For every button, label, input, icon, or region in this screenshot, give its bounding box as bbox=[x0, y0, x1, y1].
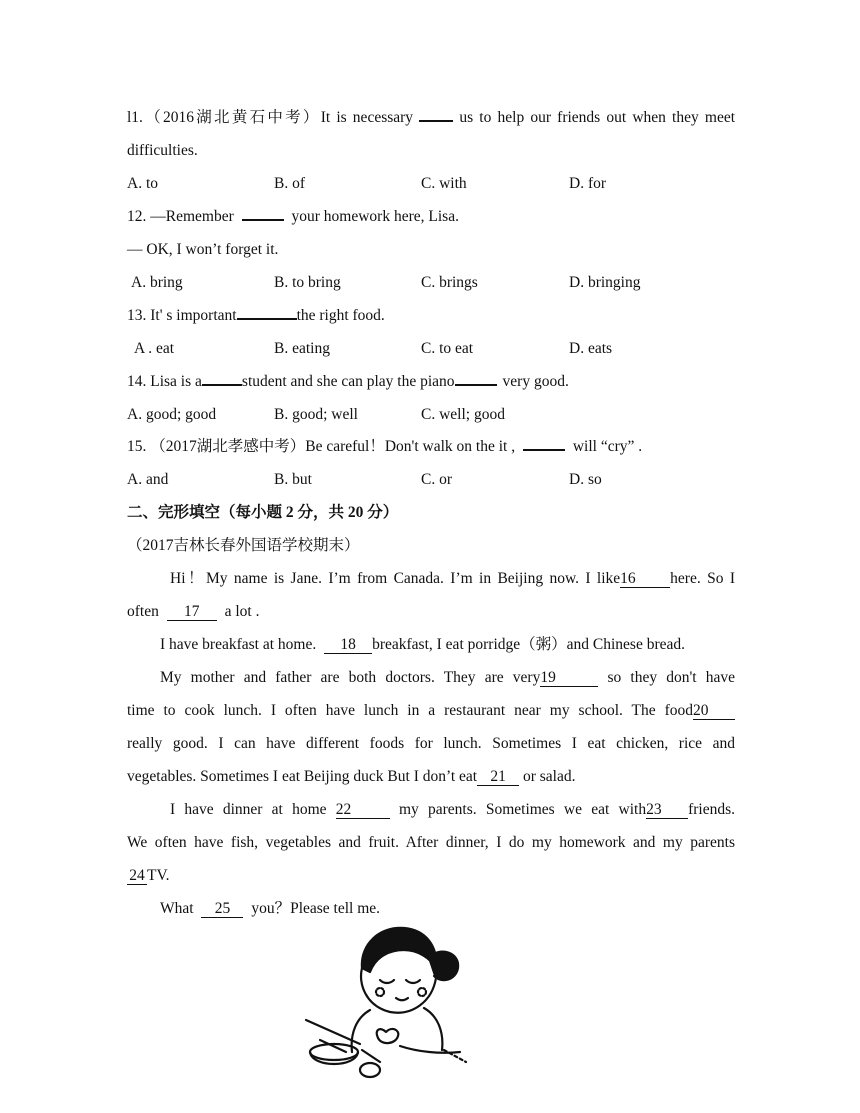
passage-line-7: vegetables. Sometimes I eat Beijing duck But I don’t eat 21 or salad. bbox=[127, 768, 576, 785]
q13-option-b: B. eating bbox=[274, 340, 330, 357]
q12-blank bbox=[242, 219, 284, 221]
q12-option-c: C. brings bbox=[421, 274, 478, 291]
q14-blank-1 bbox=[202, 384, 242, 386]
q13-stem: 13. It' s important the right food. bbox=[127, 307, 385, 324]
q15-option-b: B. but bbox=[274, 471, 312, 488]
blank-21: 21 bbox=[477, 768, 519, 786]
q14-blank-2 bbox=[455, 384, 497, 386]
q12-stem-line1: 12. —Remember your homework here, Lisa. bbox=[127, 208, 459, 225]
q12-option-a: A. bring bbox=[131, 274, 183, 291]
q12-stem-line2: — OK, I won’t forget it. bbox=[127, 241, 279, 258]
passage-line-9: We often have fish, vegetables and fruit. After dinner, I do my homework and my parents bbox=[127, 834, 735, 851]
blank-19: 19 bbox=[540, 669, 598, 687]
q13-option-d: D. eats bbox=[569, 340, 613, 357]
girl-eating-illustration bbox=[300, 922, 470, 1082]
blank-20: 20 bbox=[693, 702, 735, 720]
blank-22: 22 bbox=[336, 801, 390, 819]
q15-option-a: A. and bbox=[127, 471, 169, 488]
q11-stem-line2: difficulties. bbox=[127, 142, 198, 159]
passage-line-10: 24 TV. bbox=[127, 866, 735, 886]
q13-option-c: C. to eat bbox=[421, 340, 474, 357]
q12-option-d: D. bringing bbox=[569, 274, 641, 291]
blank-23: 23 bbox=[646, 801, 688, 819]
section-heading: 二、完形填空（每小题 2 分，共 20 分） bbox=[127, 504, 399, 521]
q14-option-b: B. good; well bbox=[274, 406, 358, 423]
q15-stem: 15. （2017湖北孝感中考）Be careful！Don't walk on the it , will “cry” . bbox=[127, 438, 643, 455]
blank-17: 17 bbox=[167, 603, 217, 621]
q15-option-c: C. or bbox=[421, 471, 452, 488]
q11-option-c: C. with bbox=[421, 175, 467, 192]
passage-line-5: time to cook lunch. I often have lunch in a restaurant near my school. The food20 bbox=[127, 701, 735, 721]
q14-stem: 14. Lisa is a student and she can play the piano very good. bbox=[127, 373, 569, 390]
passage-source: （2017吉林长春外国语学校期末） bbox=[127, 537, 360, 554]
q13-blank bbox=[237, 318, 297, 320]
q11-option-a: A. to bbox=[127, 175, 158, 192]
blank-25: 25 bbox=[201, 900, 243, 918]
passage-line-2: often 17 a lot . bbox=[127, 603, 260, 620]
passage-line-3: I have breakfast at home. 18 breakfast, I eat porridge（粥）and Chinese bread. bbox=[160, 636, 685, 653]
passage-line-6: really good. I can have different foods for lunch. Sometimes I eat chicken, rice and bbox=[127, 735, 735, 752]
q12-option-b: B. to bring bbox=[274, 274, 341, 291]
blank-16: 16 bbox=[620, 570, 670, 588]
q15-option-d: D. so bbox=[569, 471, 602, 488]
q11-stem-line1: l1.（2016湖北黄石中考）It is necessary us to help our friends out when they meet bbox=[127, 109, 736, 126]
q11-blank bbox=[419, 120, 453, 122]
q13-option-a: A . eat bbox=[134, 340, 175, 357]
passage-line-8: I have dinner at home 22 my parents. Sometimes we eat with23 friends. bbox=[170, 801, 735, 818]
q11-option-d: D. for bbox=[569, 175, 607, 192]
q11-option-b: B. of bbox=[274, 175, 305, 192]
blank-24: 24 bbox=[127, 867, 147, 885]
q14-option-c: C. well; good bbox=[421, 406, 505, 423]
q14-option-a: A. good; good bbox=[127, 406, 217, 423]
passage-line-4: My mother and father are both doctors. They are very19 so they don't have bbox=[160, 669, 736, 686]
blank-18: 18 bbox=[324, 636, 372, 654]
passage-line-1: Hi！My name is Jane. I’m from Canada. I’m in Beijing now. I like16 here. So I bbox=[170, 570, 735, 587]
q15-blank bbox=[523, 449, 565, 451]
passage-line-11: What 25 you？Please tell me. bbox=[160, 900, 381, 917]
